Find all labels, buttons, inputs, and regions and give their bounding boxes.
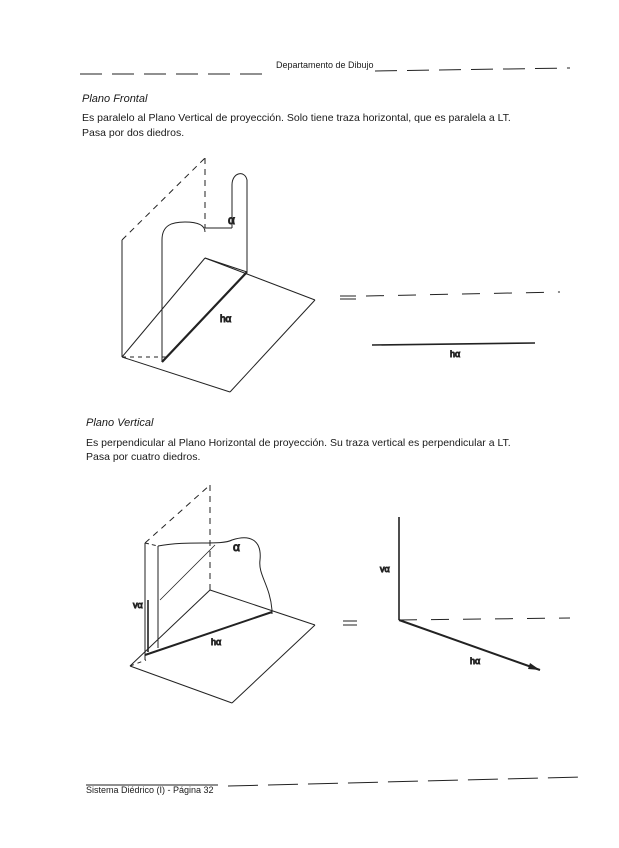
header-rule xyxy=(80,68,570,74)
vertical-plane-3d-figure xyxy=(130,485,315,703)
label-v-trace-3d: vα xyxy=(133,600,143,610)
section1-paragraph-line1: Es paralelo al Plano Vertical de proyección. Solo tiene traza horizontal, que es paralela a LT. xyxy=(82,112,511,124)
section1-paragraph-line2: Pasa por dos diedros. xyxy=(82,127,185,139)
label-h-trace-3d: hα xyxy=(220,314,232,325)
frontal-plane-3d-figure xyxy=(122,158,315,392)
vertical-plane-2d-figure xyxy=(343,517,570,670)
footer-text: Sistema Diédrico (I) - Página 32 xyxy=(86,785,214,795)
label-alpha-vertical: α xyxy=(233,540,240,554)
label-h-trace-2d: hα xyxy=(450,349,461,359)
header-title: Departamento de Dibujo xyxy=(276,60,374,70)
label-h-trace-3d-vertical: hα xyxy=(211,637,222,647)
section2-paragraph-line1: Es perpendicular al Plano Horizontal de proyección. Su traza vertical es perpendicular a LT. xyxy=(86,437,511,449)
frontal-plane-2d-figure xyxy=(340,292,560,345)
label-alpha-frontal: α xyxy=(228,213,235,227)
section-title-plano-frontal: Plano Frontal xyxy=(82,93,148,105)
footer-rule xyxy=(86,777,582,786)
section-title-plano-vertical: Plano Vertical xyxy=(86,417,154,429)
label-h-trace-2d-vertical: hα xyxy=(470,656,481,666)
section2-paragraph-line2: Pasa por cuatro diedros. xyxy=(86,451,201,463)
label-v-trace-2d: vα xyxy=(380,564,390,574)
